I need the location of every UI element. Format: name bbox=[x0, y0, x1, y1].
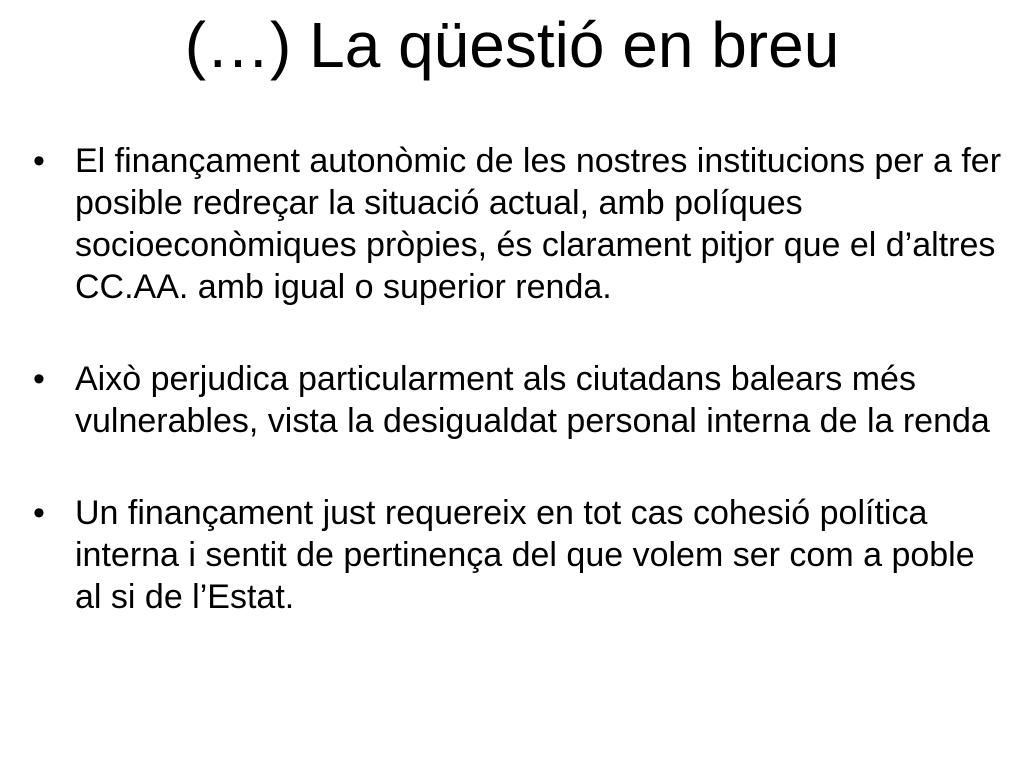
bullet-icon: • bbox=[33, 142, 45, 180]
bullet-item-2 bbox=[0, 358, 1024, 442]
slide-title: (…) La qüestió en breu bbox=[184, 9, 840, 81]
bullet-text: Això perjudica particularment als ciutadans balears més vulnerables, vista la desigualdat personal interna de la renda bbox=[75, 360, 990, 440]
bullet-item-3 bbox=[0, 492, 1024, 618]
bullet-icon: • bbox=[33, 360, 45, 398]
bullet-text: Un finançament just requereix en tot cas cohesió política interna i sentit de pertinença del que volem ser com a poble al si de l’Estat. bbox=[75, 494, 975, 616]
bullet-list bbox=[0, 140, 1024, 618]
bullet-text: El finançament autonòmic de les nostres institucions per a fer posible redreçar la situació actual, amb políques socioeconòmiques pròpies, és clarament pitjor que el d’altres CC.AA. amb igual o superior renda. bbox=[75, 142, 1002, 306]
bullet-icon: • bbox=[33, 494, 45, 532]
bullet-item-1 bbox=[0, 140, 1024, 308]
